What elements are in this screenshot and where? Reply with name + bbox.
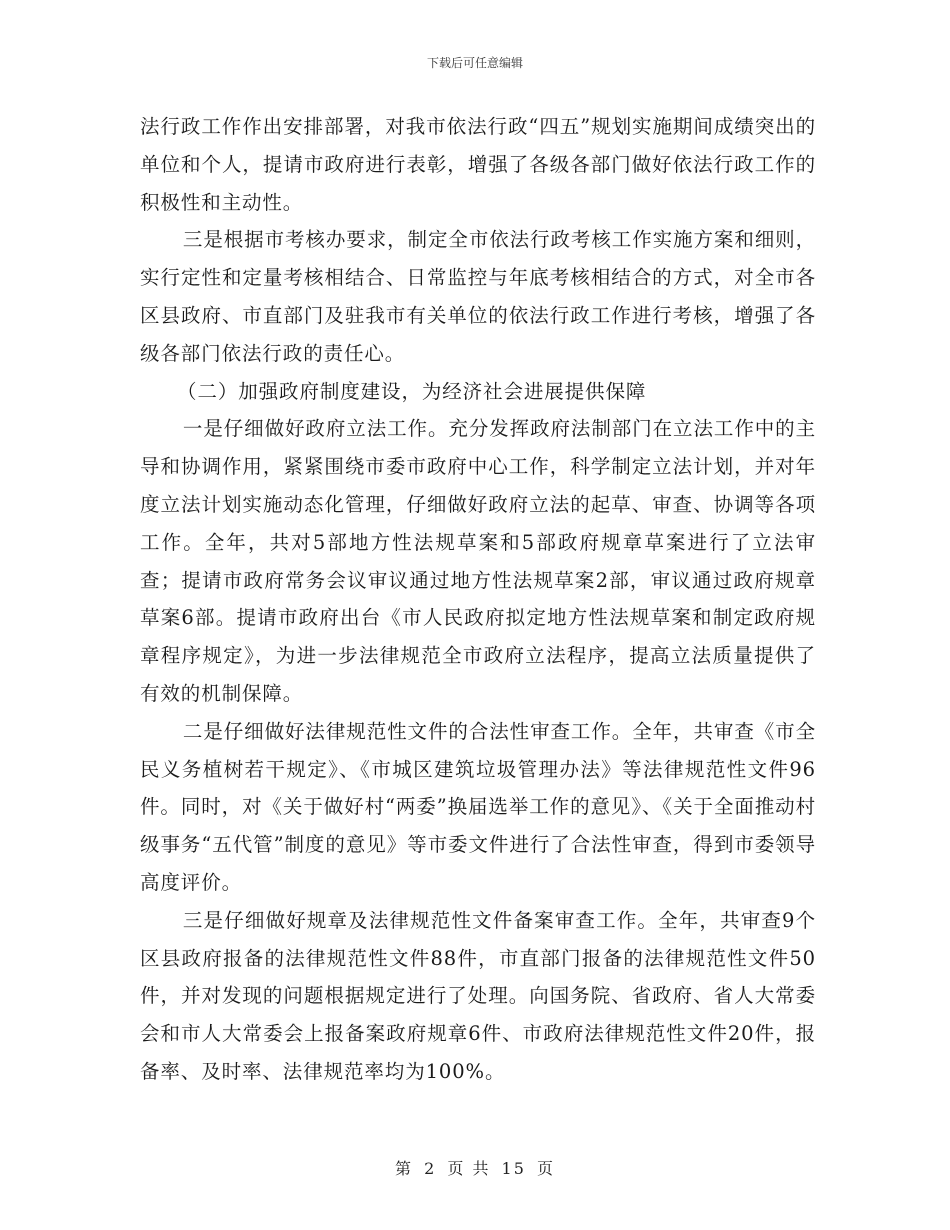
paragraph-2: 三是根据市考核办要求，制定全市依法行政考核工作实施方案和细则，实行定性和定量考核相结合、日常监控与年底考核相结合的方式，对全市各区县政府、市直部门及驻我市有关单位的依法行政工作进行考核，增强了各级各部门依法行政的责任心。 <box>140 228 816 365</box>
document-body <box>140 108 816 1091</box>
paragraph-1: 法行政工作作出安排部署，对我市依法行政“四五”规划实施期间成绩突出的单位和个人，提请市政府进行表彰，增强了各级各部门做好依法行政工作的积极性和主动性。 <box>140 115 816 214</box>
paragraph-3: 一是仔细做好政府立法工作。充分发挥政府法制部门在立法工作中的主导和协调作用，紧紧围绕市委市政府中心工作，科学制定立法计划，并对年度立法计划实施动态化管理，仔细做好政府立法的起草、审查、协调等各项工作。全年，共对5部地方性法规草案和5部政府规章草案进行了立法审查；提请市政府常务会议审议通过地方性法规草案2部，审议通过政府规章草案6部。提请市政府出台《市人民政府拟定地方性法规草案和制定政府规章程序规定》，为进一步法律规范全市政府立法程序，提高立法质量提供了有效的机制保障。 <box>140 417 816 705</box>
footer-prefix: 第 <box>394 1159 413 1178</box>
paragraph-5: 三是仔细做好规章及法律规范性文件备案审查工作。全年，共审查9个区县政府报备的法律规范性文件88件，市直部门报备的法律规范性文件50件，并对发现的问题根据规定进行了处理。向国务院、省政府、省人大常委会和市人大常委会上报备案政府规章6件、市政府法律规范性文件20件，报备率、及时率、法律规范率均为100%。 <box>140 908 816 1083</box>
paragraph-4: 二是仔细做好法律规范性文件的合法性审查工作。全年，共审查《市全民义务植树若干规定》、《市城区建筑垃圾管理办法》等法律规范性文件96件。同时，对《关于做好村“两委”换届选举工作的意见》、《关于全面推动村级事务“五代管”制度的意见》等市委文件进行了合法性审查，得到市委领导高度评价。 <box>140 719 816 894</box>
total-pages-number: 15 <box>501 1159 526 1178</box>
header-note: 下载后可任意编辑 <box>426 56 523 70</box>
page-footer <box>0 1156 950 1179</box>
footer-suffix: 页 <box>537 1159 556 1178</box>
section-heading: （二）加强政府制度建设，为经济社会进展提供保障 <box>177 379 647 403</box>
current-page-number: 2 <box>424 1159 437 1178</box>
footer-middle: 页 共 <box>447 1159 491 1178</box>
